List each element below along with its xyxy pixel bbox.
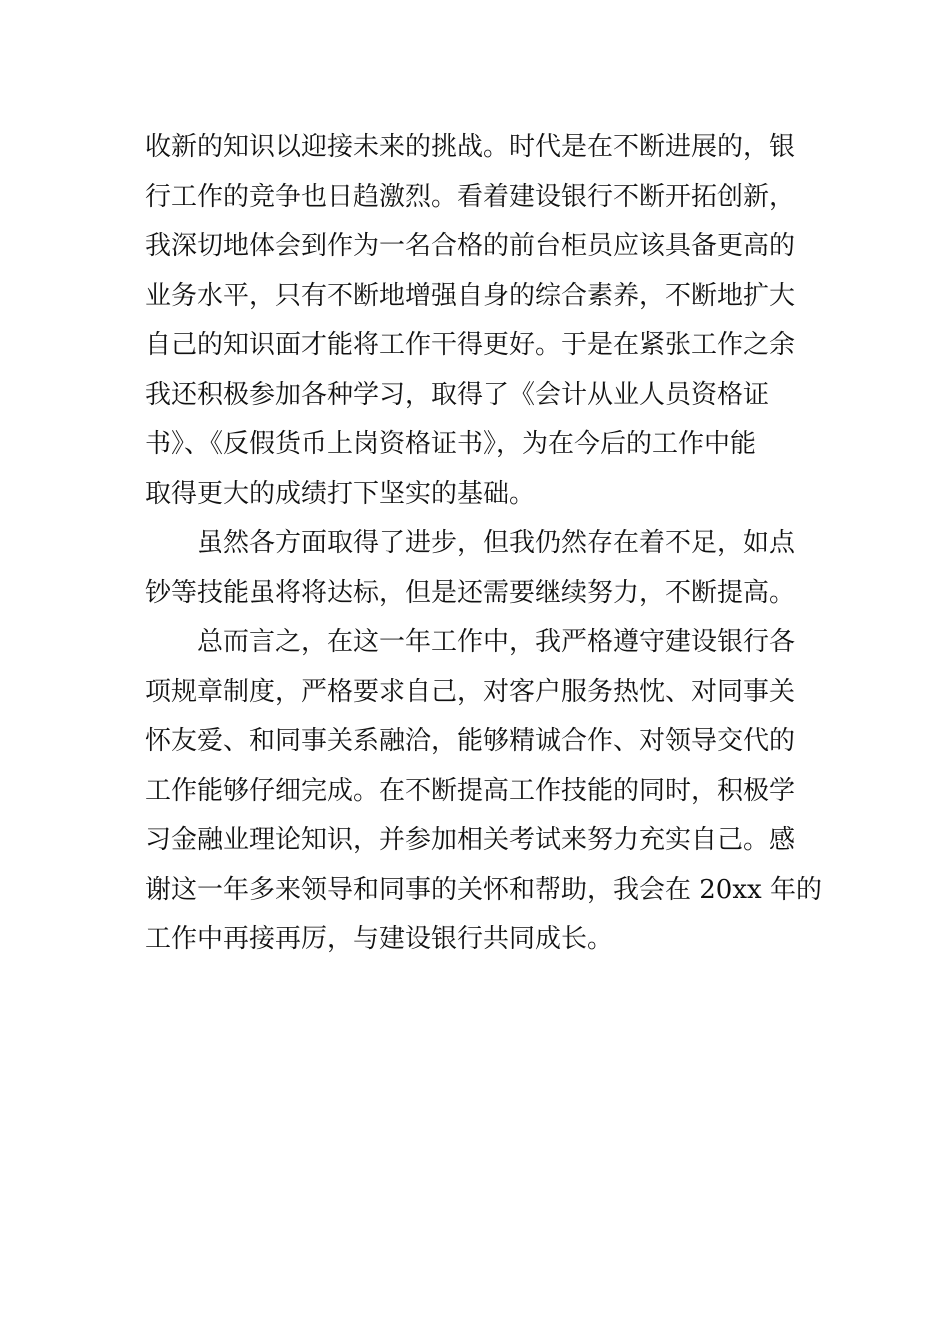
text-line: 业务水平，只有不断地增强自身的综合素养，不断地扩大 — [145, 280, 796, 311]
text-line: 自己的知识面才能将工作干得更好。于是在紧张工作之余 — [145, 330, 796, 360]
text-line: 收新的知识以迎接未来的挑战。时代是在不断进展的，银 — [145, 132, 796, 162]
paragraph-continuation — [145, 123, 815, 519]
text-line: 钞等技能虽将将达标，但是还需要继续努力，不断提高。 — [145, 577, 796, 608]
text-line: 谢这一年多来领导和同事的关怀和帮助，我会在 20xx 年的 — [145, 874, 822, 905]
text-line: 书》、《反假货币上岗资格证书》，为在今后的工作中能 — [145, 429, 757, 459]
text-line: 习金融业理论知识，并参加相关考试来努力充实自己。感 — [145, 825, 796, 855]
text-line: 工作能够仔细完成。在不断提高工作技能的同时，积极学 — [145, 775, 796, 806]
text-line: 我深切地体会到作为一名合格的前台柜员应该具备更高的 — [145, 231, 796, 261]
text-line: 项规章制度，严格要求自己，对客户服务热忱、对同事关 — [145, 676, 796, 707]
text-line: 总而言之，在这一年工作中，我严格遵守建设银行各 — [145, 627, 796, 657]
document-body — [145, 123, 822, 965]
text-line: 工作中再接再厉，与建设银行共同成长。 — [145, 924, 614, 954]
paragraph-shortcomings — [145, 519, 815, 618]
text-line: 取得更大的成绩打下坚实的基础。 — [145, 478, 536, 509]
text-line: 行工作的竞争也日趋激烈。看着建设银行不断开拓创新， — [145, 181, 796, 212]
paragraph-summary — [145, 618, 822, 965]
text-line: 虽然各方面取得了进步，但我仍然存在着不足，如点 — [145, 528, 796, 558]
text-line: 我还积极参加各种学习，取得了《会计从业人员资格证 — [145, 379, 770, 410]
text-line: 怀友爱、和同事关系融洽，能够精诚合作、对领导交代的 — [145, 726, 796, 756]
